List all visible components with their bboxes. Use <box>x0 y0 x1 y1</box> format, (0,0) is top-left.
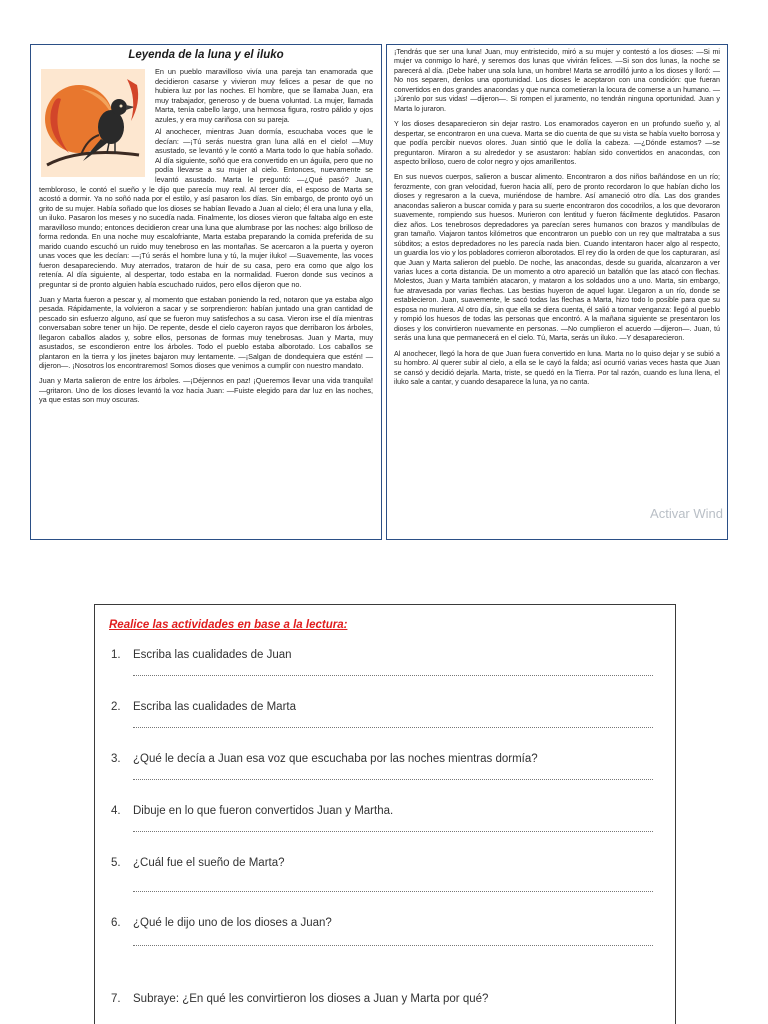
question-number: 1. <box>111 649 121 661</box>
question-item <box>109 917 661 977</box>
story-title: Leyenda de la luna y el iluko <box>128 49 284 61</box>
question-text: ¿Qué le decía a Juan esa voz que escuchaba por las noches mientras dormía? <box>133 753 538 765</box>
story-paragraph: En sus nuevos cuerpos, salieron a buscar alimento. Encontraron a dos niños bañándose en un río; ferozmente, con gran velocidad, fueron hacia allí, pero de pronto recordaron lo que habían dicho los dioses y regresaron a la cueva, muriéndose de hambre. Así amaneció otro día. Las dos grandes anacondas salieron a buscar comida y para su suerte encontraron dos cocodrilos, a los que devoraron suavemente, rompiendo sus huesos. Murieron con lentitud y fueron fácilmente deglutidos. Pasaron diez años. Los tenebrosos depredadores ya parecían seres humanos con brazos y mandíbulas de gran tamaño. Viajaron tantos kilómetros que encontraron un pueblo con un rey que maltrataba a sus súbditos; a estos depredadores no les parecía nada bien. Cuando intentaron hacer algo al respecto, un guardia los vio y los pobladores corrieron alborotados. El rey dio la orden de que los capturaran, así que Juan y Marta salieron del pueblo. De noche, las anacondas, desde su guarida, alcanzaron a ver varias luces a corta distancia. De un momento a otro apareció un batallón que las atacó con flechas. Molestos, Juan y Marta también atacaron, y mataron a los soldados uno a uno. Marta, sin embargo, fue atravesada por varias flechas. Las bestias huyeron de aquel lugar. Llegaron a un río, donde se establecieron. Juan, suavemente, le sacó todas las flechas a Marta, hizo todo lo posible para que su esposa no muriera. Al otro día, sin que ella se diera cuenta, él salió a tomar venganza: llegó al pueblo y rompió los huesos de todas las personas que encontró. A la mañana siguiente se presentaron los dioses y los convirtieron nuevamente en personas. —No cumplieron el acuerdo —dijeron—. Juan, tú serás una luna que permanecerá en el cielo. Tú, Marta, serás un iluko. —Y desaparecieron. <box>394 173 720 343</box>
activation-watermark: Activar Wind <box>650 506 723 521</box>
answer-line[interactable] <box>133 779 653 780</box>
question-text: ¿Qué le dijo uno de los dioses a Juan? <box>133 917 332 929</box>
story-paragraph: Juan y Marta fueron a pescar y, al momento que estaban poniendo la red, notaron que ya estaba algo pesada. Rápidamente, la volvieron a sacar y se sorprendieron: habían juntado una gran cantidad de pescado sin esfuerzo alguno, así que se fueron muy satisfechos a su casa. Vieron irse el día mientras conversaban sobre tener un hijo. De repente, desde el cielo cayeron rayos que derribaron los árboles, llegaron caballos alados y, sobre ellos, personas de formas muy tenebrosas. Juan y Marta, muy asustados, se escondieron entre los árboles. Todo el pueblo estaba alborotado. Los caballos se plantaron en la tierra y los jinetes bajaron muy lentamente. —¡Salgan de dondequiera que estén! —dijeron—. ¡Nosotros los encontraremos! Somos dioses que venimos a cumplir con nuestro mandato. <box>39 294 373 371</box>
story-paragraph: Y los dioses desaparecieron sin dejar rastro. Los enamorados cayeron en un profundo sueño y, al despertar, se encontraron en una cueva. Marta se dio cuenta de que su vista se había vuelto borrosa y que podía percibir nuevos olores. Juan sintió que le dolía la cabeza. —¿Dónde estamos? —se preguntaron. Miraron a su alrededor y se asustaron: habían sido convertidos en anacondas, con aspecto brilloso, cuero de color negro y ojos amarillentos. <box>394 120 720 166</box>
question-text: Subraye: ¿En qué les convirtieron los dioses a Juan y Marta por qué? <box>133 993 489 1005</box>
question-text: ¿Cuál fue el sueño de Marta? <box>133 857 285 869</box>
question-item <box>109 753 661 805</box>
question-item <box>109 805 661 857</box>
answer-line[interactable] <box>133 891 653 892</box>
story-paragraph: Juan y Marta salieron de entre los árboles. —¡Déjennos en paz! ¡Queremos llevar una vida tranquila! —gritaron. Uno de los dioses levantó la voz hacia Juan: —Fuiste elegido para dar luz en las noches, ya que estas son muy oscuras. <box>39 375 373 405</box>
answer-line[interactable] <box>133 945 653 946</box>
story-paragraph: En un pueblo maravilloso vivía una pareja tan enamorada que decidieron casarse y vivieron muy felices a pesar de que no hubiera luz por las noches. El hombre, que se llamaba Juan, era muy trabajador, generoso y de buena voluntad. La mujer, llamada Marta, tenía cabello largo, una hermosa figura, rostro pálido y ojos azules, y era muy cariñosa con su pareja. <box>155 67 373 124</box>
question-item <box>109 649 661 701</box>
answer-line[interactable] <box>133 675 653 676</box>
question-number: 4. <box>111 805 121 817</box>
question-item <box>109 993 661 1024</box>
question-number: 3. <box>111 753 121 765</box>
story-page-left <box>30 44 382 540</box>
story-paragraph: Al anochecer, llegó la hora de que Juan fuera convertido en luna. Marta no lo quiso dejar y se subió a su hombro. Al querer subir al cielo, a ella se le cayó la falda; así ocurrió varias veces hasta que Juan se cansó y decidió dejarla. Marta, triste, se quedó en la Tierra. Por tal razón, cuando es luna llena, el iluko sale a cantar, y cuando desaparece la luna, ya no canta. <box>394 349 720 386</box>
bird-moon-illustration <box>41 69 145 177</box>
question-text: Escriba las cualidades de Juan <box>133 649 292 661</box>
story-paragraph: ¡Tendrás que ser una luna! Juan, muy entristecido, miró a su mujer y contestó a los dioses: —Si mi mujer va conmigo lo haré, y seremos dos lunas que vivirán felices. —Si son dos lunas, la noche se parecerá al día. ¡Debe haber una sola luna, un hombre! Marta se arrodilló junto a los dioses y lloró: —No nos separen, denlos una oportunidad. Los dioses le aceptaron con una condición: que fueran convertidos en dos grandes anacondas y que nunca cometieran la locura de comerse a un humano. —¡Júrenlo por sus vidas! —dijeron—. Si rompen el juramento, no tendrán ninguna oportunidad. Juan y Marta lo juraron. <box>394 48 720 113</box>
question-number: 5. <box>111 857 121 869</box>
question-item <box>109 857 661 917</box>
question-number: 6. <box>111 917 121 929</box>
question-number: 7. <box>111 993 121 1005</box>
activities-worksheet <box>94 604 676 1024</box>
question-text: Escriba las cualidades de Marta <box>133 701 296 713</box>
activities-title: Realice las actividades en base a la lectura: <box>109 619 348 631</box>
question-number: 2. <box>111 701 121 713</box>
question-text: Dibuje en lo que fueron convertidos Juan y Martha. <box>133 805 394 817</box>
answer-line[interactable] <box>133 831 653 832</box>
story-paragraph: Al anochecer, mientras Juan dormía, escuchaba voces que le decían: —¡Tú serás nuestra gran luna allá en el cielo! —Muy asustado, se levantó y le contó a Marta todo lo que había soñado. Al día siguiente, soñó que era convertido en un águila, pero que no podía llevarse a su mujer al cielo. Entonces, nuevamente se levantó asustado. Marta le preguntó: —¿Qué pasó? Juan, tembloroso, le contó el sueño y le dijo que parecía muy real. Al tercer día, el esposo de Marta se acostó a dormir. Ya no soñó nada por el estilo, y así pasaron los días. Sin embargo, de pronto oyó un grito de su mujer. Había soñado que los dioses se habían llevado a Juan al cielo; él era una luna y ella, un iluko. Pasaron los meses y no sucedía nada. Finalmente, los dioses vieron que faltaba algo en este maravilloso mundo; entonces decidieron crear una luna que alumbrase por las noches: algo brilloso de forma redonda. En una noche muy escalofriante, Marta estaba preparando la comida preferida de su marido cuando escuchó un ruido muy tenebroso en las montañas. Se acercaron a la puerta y oyeron unas voces que les decían: —¡Tú serás el hombre luna y tú, la mujer iluko! —Suavemente, las voces fueron desapareciendo. Muy aterrados, trataron de huir de su casa, pero era como que algo los retenía. Al día siguiente, al despertar, todo estaba en la normalidad. Fueron donde sus vecinos a preguntar si de pronto alguien había escuchado ruidos, pero ellos dijeron que no. <box>39 127 373 290</box>
story-page-right <box>386 44 728 540</box>
answer-line[interactable] <box>133 727 653 728</box>
question-item <box>109 701 661 753</box>
